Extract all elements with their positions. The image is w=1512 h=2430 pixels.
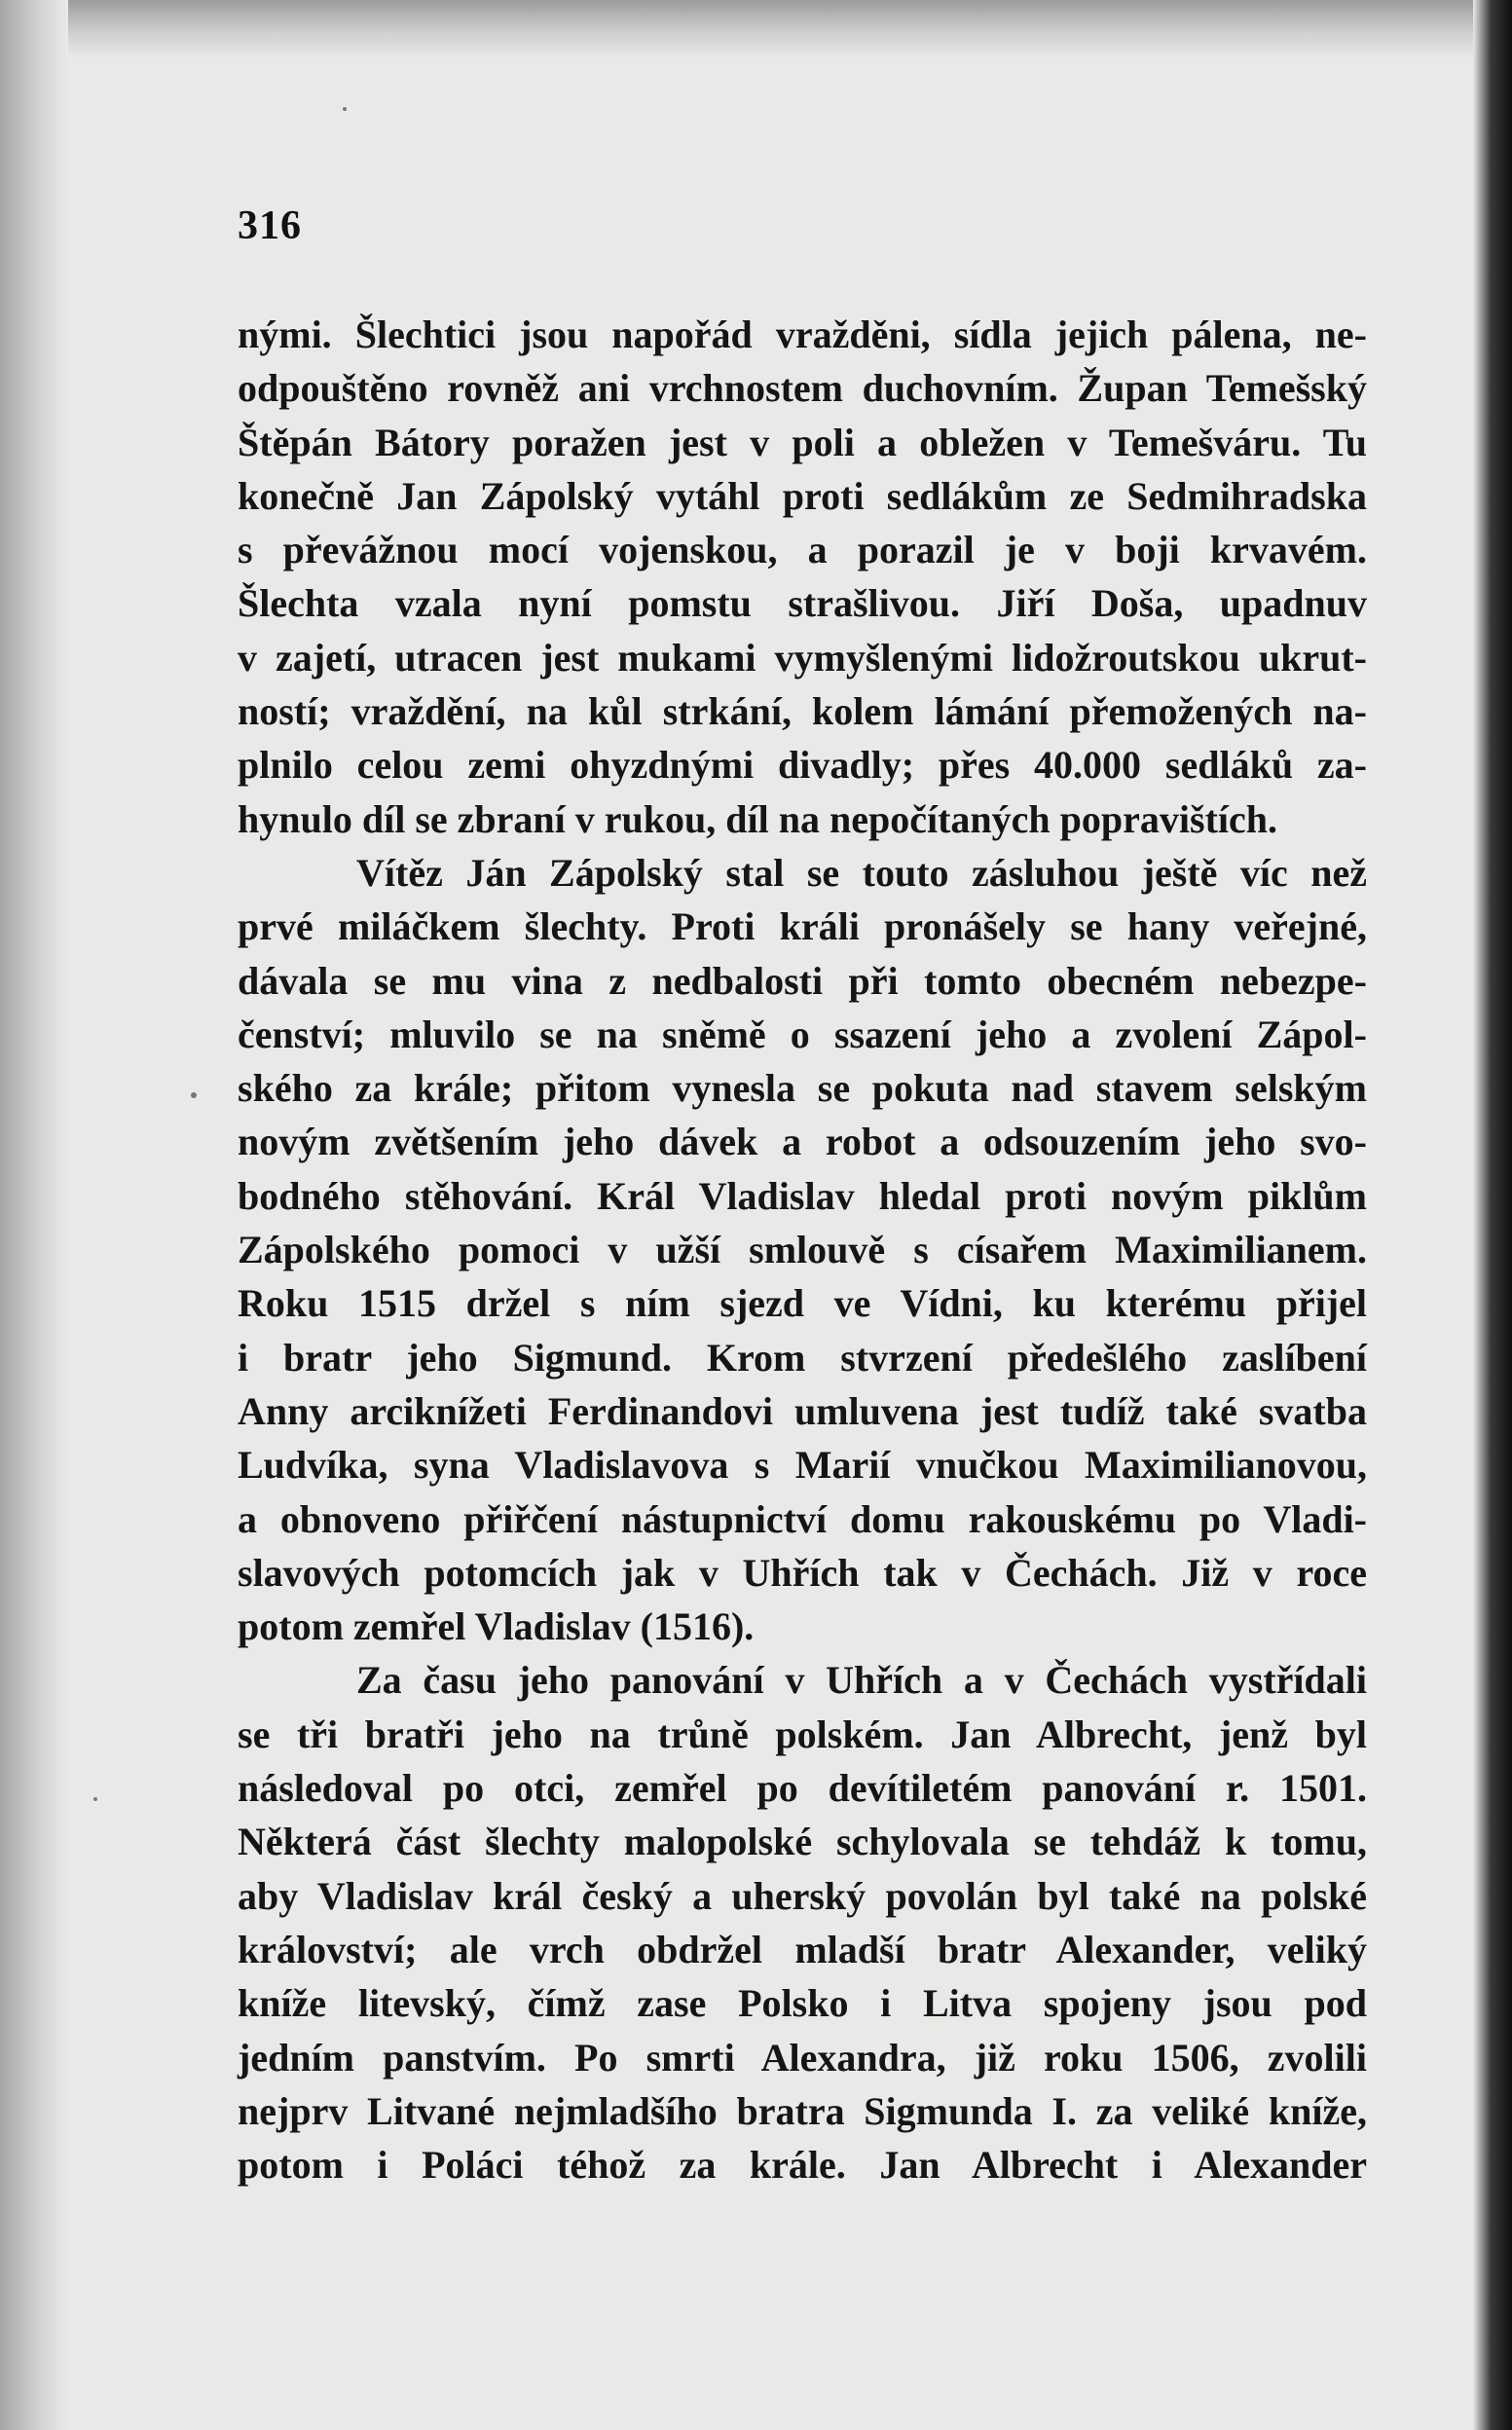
text-line: čenství; mluvilo se na sněmě o ssazení jeho a zvolení Zápol-	[238, 1012, 1367, 1056]
text-line: Za času jeho panování v Uhřích a v Čechách vystřídali	[356, 1658, 1367, 1703]
text-line: Některá část šlechty malopolské schylovala se tehdáž k tomu,	[238, 1820, 1367, 1864]
page-top-shadow	[0, 0, 1512, 58]
text-line: Ludvíka, syna Vladislavova s Marií vnučkou Maximilianovou,	[238, 1443, 1367, 1488]
text-line: Zápolského pomoci v užší smlouvě s císařem Maximilianem.	[238, 1228, 1367, 1272]
text-line: ského za krále; přitom vynesla se pokuta nad stavem selským	[238, 1066, 1367, 1111]
text-line: nejprv Litvané nejmladšího bratra Sigmunda I. za veliké kníže,	[238, 2088, 1367, 2133]
text-line: Štěpán Bátory poražen jest v poli a obležen v Temešváru. Tu	[238, 420, 1367, 464]
scan-speck	[191, 1092, 197, 1098]
text-line: v zajetí, utracen jest mukami vymyšlenými lidožroutskou ukrut-	[238, 635, 1367, 680]
text-line: kníže litevský, čímž zase Polsko i Litva spojeny jsou pod	[238, 1981, 1367, 2026]
text-line: království; ale vrch obdržel mladší bratr Alexander, veliký	[238, 1927, 1367, 1971]
text-line: s převážnou mocí vojenskou, a porazil je v boji krvavém.	[238, 528, 1367, 572]
text-line: Vítěz Ján Zápolský stal se touto zásluhou ještě víc než	[356, 850, 1367, 895]
text-line: nými. Šlechtici jsou napořád vražděni, sídla jejich pálena, ne-	[238, 313, 1367, 356]
text-line: aby Vladislav král český a uherský povolán byl také na polské	[238, 1873, 1367, 1918]
text-line: se tři bratři jeho na trůně polském. Jan Albrecht, jenž byl	[238, 1712, 1367, 1756]
text-line: novým zvětšením jeho dávek a robot a odsouzením jeho svo-	[238, 1120, 1367, 1164]
page-number: 316	[238, 203, 302, 248]
body-text	[238, 308, 1367, 2191]
text-line: a obnoveno přiřčení nástupnictví domu rakouskému po Vladi-	[238, 1496, 1367, 1541]
page-right-binding-edge	[1473, 0, 1512, 2430]
text-line: potom zemřel Vladislav (1516).	[238, 1604, 755, 1649]
text-line: bodného stěhování. Král Vladislav hledal proti novým piklům	[238, 1173, 1367, 1218]
text-line: ností; vraždění, na kůl strkání, kolem lámání přemožených na-	[238, 689, 1367, 734]
text-line: Anny arciknížeti Ferdinandovi umluvena jest tudíž také svatba	[238, 1388, 1367, 1433]
text-line: Roku 1515 držel s ním sjezd ve Vídni, ku kterému přijel	[238, 1281, 1367, 1326]
text-line: následoval po otci, zemřel po devítiletém panování r. 1501.	[238, 1766, 1367, 1811]
text-line: jedním panstvím. Po smrti Alexandra, již roku 1506, zvolili	[238, 2035, 1367, 2080]
text-line: hynulo díl se zbraní v rukou, díl na nepočítaných popravištích.	[238, 796, 1278, 841]
text-line: konečně Jan Zápolský vytáhl proti sedlákům ze Sedmihradska	[238, 473, 1367, 518]
text-line: dávala se mu vina z nedbalosti při tomto obecném nebezpe-	[238, 958, 1367, 1003]
text-line: odpouštěno rovněž ani vrchnostem duchovním. Župan Temešský	[238, 366, 1367, 411]
text-line: prvé miláčkem šlechty. Proti králi pronášely se hany veřejné,	[238, 904, 1367, 949]
text-line: slavových potomcích jak v Uhřích tak v Čechách. Již v roce	[238, 1550, 1367, 1595]
scan-speck	[93, 1797, 97, 1801]
text-line: potom i Poláci téhož za krále. Jan Albrecht i Alexander	[238, 2143, 1367, 2188]
scan-speck	[343, 107, 347, 111]
text-line: plnilo celou zemi ohyzdnými divadly; přes 40.000 sedláků za-	[238, 743, 1367, 788]
text-line: i bratr jeho Sigmund. Krom stvrzení předešlého zaslíbení	[238, 1335, 1367, 1380]
text-line: Šlechta vzala nyní pomstu strašlivou. Jiří Doša, upadnuv	[238, 581, 1367, 626]
page-left-shadow	[0, 0, 68, 2430]
